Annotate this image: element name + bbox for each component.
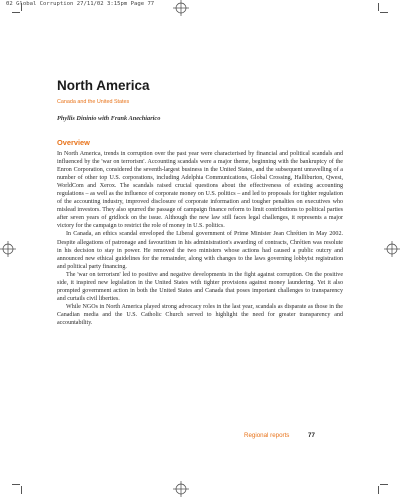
registration-mark-top-icon <box>173 0 189 16</box>
crop-mark-bottom-left <box>12 484 20 485</box>
registration-mark-bottom-icon <box>173 481 189 497</box>
crop-mark-top-left-v <box>21 3 22 11</box>
chapter-subtitle: Canada and the United States <box>57 99 130 105</box>
registration-mark-left-icon <box>0 241 16 257</box>
crop-mark-top-left <box>12 12 20 13</box>
page-number: 77 <box>308 432 315 439</box>
registration-mark-right-icon <box>384 241 400 257</box>
chapter-authors: Phyllis Dininio with Frank Anechiarico <box>57 115 161 122</box>
paragraph: The 'war on terrorism' led to positive and negative developments in the fight against corruption. On the positive side, it inspired new legislation in the United States with tighter provisions against money laundering. Yet it also prompted government action in both the United States and Canada that poses important challenges to transparency and curtails civil liberties. <box>57 271 343 302</box>
running-footer-label: Regional reports <box>244 432 290 439</box>
paragraph: In North America, trends in corruption over the past year were characterised by financial and political scandals and influenced by the 'war on terrorism'. Accounting scandals were a major theme, beginning with the bankruptcy of the Enron Corporation, considered the seventh-largest business in the United States, and the subsequent unravelling of a number of other top U.S. corporations, including Adelphia Communications, Global Crossing, Halliburton, Qwest, WorldCom and Xerox. The scandals raised crucial questions about the effectiveness of existing accounting regulations – as well as the influence of corporate money on U.S. politics – and led to proposals for tighter regulation of the accounting industry, improved disclosure of corporate information and tougher penalties on executives who mislead investors. They also spurred the passage of campaign finance reform to limit contributions to political parties after seven years of gridlock on the issue. Although the new law still faces legal challenges, it represents a major victory for the campaign to restrict the role of money in U.S. politics. <box>57 151 343 230</box>
crop-mark-bottom-right-v <box>378 486 379 494</box>
crop-mark-top-right <box>380 12 388 13</box>
crop-mark-bottom-left-v <box>21 486 22 494</box>
section-heading: Overview <box>57 138 90 147</box>
crop-mark-bottom-right <box>380 484 388 485</box>
paragraph: While NGOs in North America played strong advocacy roles in the last year, scandals as disparate as those in the Canadian media and the U.S. Catholic Church served to highlight the need for greater transparency and accountability. <box>57 303 343 326</box>
crop-mark-top-right-v <box>378 3 379 11</box>
print-slug: 02 Global Corruption 27/11/02 3:15pm Page 77 <box>6 1 155 7</box>
paragraph: In Canada, an ethics scandal enveloped the Liberal government of Prime Minister Jean Chrétien in May 2002. Despite allegations of patronage and favouritism in his administration's awarding of contracts, Chrétien was resolute in his decision to stay in power. He removed the two ministers whose actions had caused a public outcry and announced new ethical guidelines for the remainder, along with changes to the laws governing lobbyist registration and political party financing. <box>57 231 343 270</box>
body-text <box>57 150 343 327</box>
chapter-title: North America <box>57 78 150 93</box>
